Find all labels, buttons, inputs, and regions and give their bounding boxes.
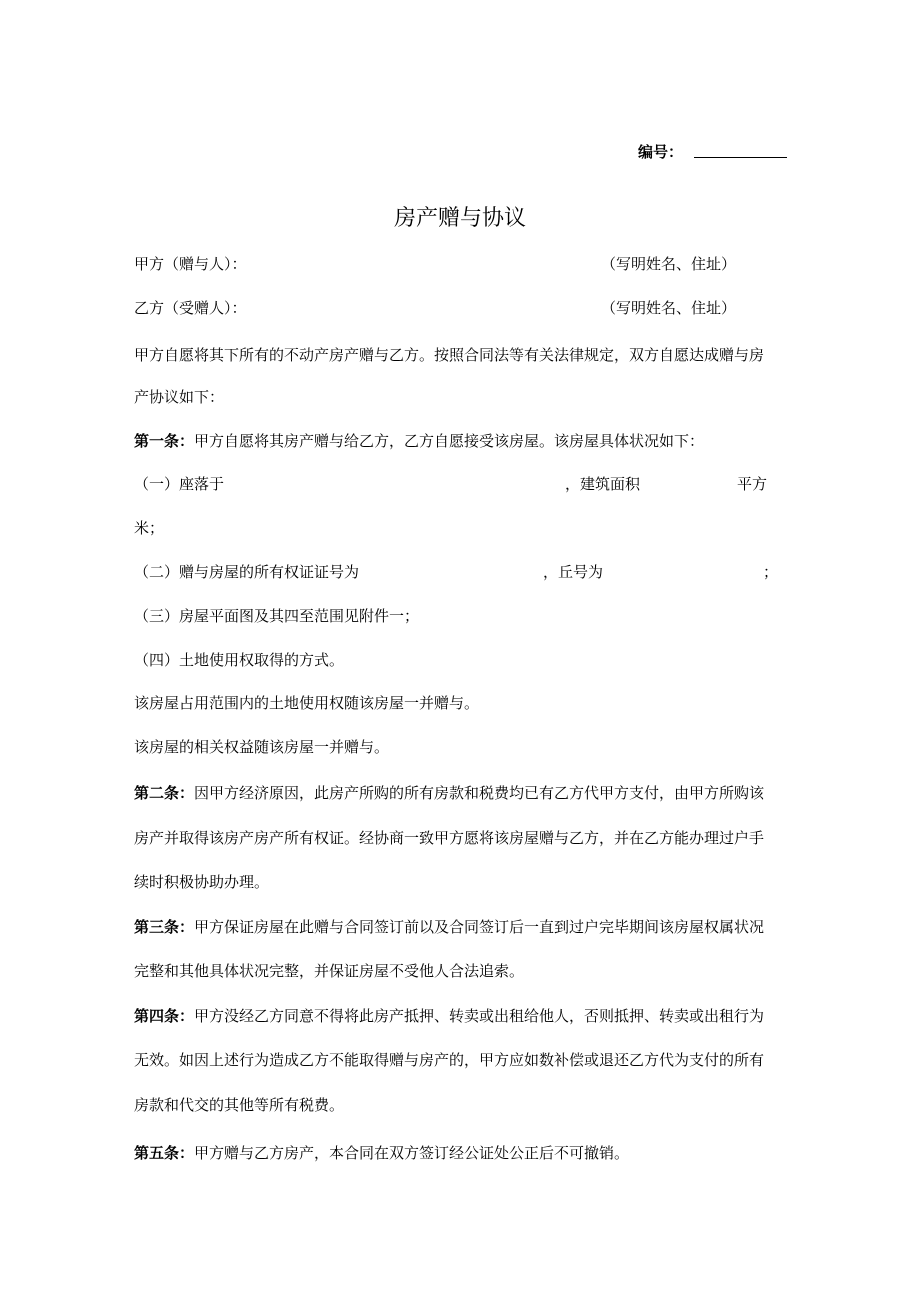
article-4-line-2: 无效。如因上述行为造成乙方不能取得赠与房产的，甲方应如数补偿或退还乙方代为支付的所有 bbox=[134, 1051, 765, 1069]
article-4-text: 甲方没经乙方同意不得将此房产抵押、转卖或出租给他人，否则抵押、转卖或出租行为 bbox=[194, 1007, 765, 1025]
article-2-line-1 bbox=[134, 783, 764, 803]
article-2-text: 因甲方经济原因，此房产所购的所有房款和税费均已有乙方代甲方支付，由甲方所购该 bbox=[194, 784, 765, 802]
serial-number-blank bbox=[694, 157, 787, 158]
article-2-line-3: 续时积极协助办理。 bbox=[134, 873, 270, 891]
article-3-text: 甲方保证房屋在此赠与合同签订前以及合同签订后一直到过户完毕期间该房屋权属状况 bbox=[194, 918, 765, 936]
article-5-text: 甲方赠与乙方房产，本合同在双方签订经公证处公正后不可撤销。 bbox=[194, 1144, 630, 1162]
article-1-item-1-area: ，建筑面积 bbox=[565, 475, 641, 493]
article-1-item-1-unit: 平方 bbox=[737, 475, 768, 493]
article-4-line-3: 房款和代交的其他等所有税费。 bbox=[134, 1096, 345, 1114]
document-title: 房产赠与协议 bbox=[393, 206, 526, 231]
article-1-item-1-start: （一）座落于 bbox=[134, 475, 225, 493]
article-5-line bbox=[134, 1143, 629, 1163]
article-4-label: 第四条： bbox=[134, 1007, 195, 1025]
article-3-label: 第三条： bbox=[134, 918, 195, 936]
article-1-item-2-start: （二）赠与房屋的所有权证证号为 bbox=[134, 563, 360, 581]
article-1-label: 第一条： bbox=[134, 432, 195, 450]
article-2-label: 第二条： bbox=[134, 784, 195, 802]
article-1-line bbox=[134, 431, 704, 451]
party-a-note: （写明姓名、住址） bbox=[601, 255, 737, 273]
article-2-line-2: 房产并取得该房产房产所有权证。经协商一致甲方愿将该房屋赠与乙方，并在乙方能办理过户手 bbox=[134, 829, 765, 847]
article-3-line-2: 完整和其他具体状况完整，并保证房屋不受他人合法追索。 bbox=[134, 962, 525, 980]
article-1-note-1: 该房屋占用范围内的土地使用权随该房屋一并赠与。 bbox=[134, 694, 480, 712]
article-1-item-3: （三）房屋平面图及其四至范围见附件一； bbox=[134, 607, 420, 625]
intro-line-1: 甲方自愿将其下所有的不动产房产赠与乙方。按照合同法等有关法律规定，双方自愿达成赠与房 bbox=[134, 346, 765, 364]
article-5-label: 第五条： bbox=[134, 1144, 195, 1162]
article-1-item-4: （四）土地使用权取得的方式。 bbox=[134, 651, 345, 669]
party-b-note: （写明姓名、住址） bbox=[601, 299, 737, 317]
article-1-item-2-end: ； bbox=[763, 563, 779, 581]
intro-line-2: 产协议如下： bbox=[134, 388, 225, 406]
article-3-line-1 bbox=[134, 917, 764, 937]
article-1-note-2: 该房屋的相关权益随该房屋一并赠与。 bbox=[134, 738, 390, 756]
serial-number-label: 编号： bbox=[638, 143, 684, 161]
party-b-label: 乙方（受赠人）： bbox=[134, 299, 247, 317]
party-a-label: 甲方（赠与人）： bbox=[134, 255, 247, 273]
article-1-text: 甲方自愿将其房产赠与给乙方，乙方自愿接受该房屋。该房屋具体状况如下： bbox=[194, 432, 705, 450]
article-4-line-1 bbox=[134, 1006, 764, 1026]
article-1-item-1-end: 米； bbox=[134, 519, 165, 537]
article-1-item-2-parcel: ，丘号为 bbox=[543, 563, 604, 581]
